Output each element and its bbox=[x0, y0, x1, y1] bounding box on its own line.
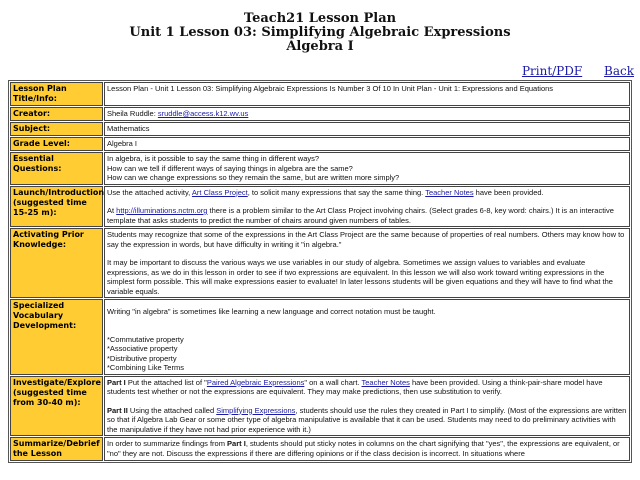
title-line-3: Algebra I bbox=[286, 39, 354, 54]
page-title bbox=[0, 0, 640, 54]
text: have been provided. Using a think-pair-share model have students test whether or not the expressions are equivalent. They may make predictions, then use substitution to verify. bbox=[107, 377, 603, 396]
text: " on a wall chart. bbox=[304, 377, 362, 387]
value-activating bbox=[104, 228, 630, 298]
creator-name: Sheila Ruddle: bbox=[107, 109, 158, 118]
text: At bbox=[107, 206, 117, 215]
text: , students should use the rules they created in Part I to simplify. (Most of the expressions are written so that if Algebra Lab Gear or some other type of algebra manipulative is available that it can be used. Students may need to do preliminary activities with the manipulative if they have not had prior experience with it.) bbox=[107, 405, 627, 434]
investigate-part-2 bbox=[107, 406, 627, 435]
simplifying-expressions-link[interactable]: Simplifying Expressions bbox=[216, 405, 296, 415]
label-subject: Subject: bbox=[10, 122, 103, 136]
launch-paragraph-1 bbox=[107, 188, 627, 198]
lesson-plan-table bbox=[8, 80, 632, 463]
title-line-1: Teach21 Lesson Plan bbox=[243, 11, 397, 26]
row-creator bbox=[10, 107, 630, 121]
row-investigate bbox=[10, 376, 630, 437]
label-vocab: Specialized Vocabulary Development: bbox=[10, 299, 103, 375]
value-grade: Algebra I bbox=[104, 137, 630, 151]
value-creator bbox=[104, 107, 630, 121]
vocab-intro: Writing "in algebra" is sometimes like learning a new language and correct notation must be taught. bbox=[107, 307, 436, 316]
text: , to solicit many expressions that say the same thing. bbox=[247, 187, 426, 197]
art-class-project-link[interactable]: Art Class Project bbox=[191, 187, 248, 197]
print-pdf-link[interactable]: Print/PDF bbox=[521, 64, 583, 78]
label-summarize: Summarize/Debrief the Lesson bbox=[10, 437, 103, 461]
label-launch: Launch/Introduction (suggested time 15-25 m): bbox=[10, 186, 103, 228]
text: Use the attached activity, bbox=[107, 187, 192, 197]
illuminations-link[interactable]: http://illuminations.nctm.org bbox=[116, 206, 208, 215]
vocab-item: *Associative property bbox=[107, 344, 178, 353]
value-subject: Mathematics bbox=[104, 122, 630, 136]
vocab-item: *Distributive property bbox=[107, 353, 177, 363]
label-essential: Essential Questions: bbox=[10, 152, 103, 185]
vocab-item: *Commutative property bbox=[107, 334, 184, 344]
back-link[interactable]: Back bbox=[604, 64, 634, 78]
text: have been provided. bbox=[473, 187, 544, 197]
label-title-info: Lesson Plan Title/Info: bbox=[10, 82, 103, 106]
activating-paragraph-1: Students may recognize that some of the expressions in the Art Class Project are the same because of properties of real numbers. Others may know how to say the expression in words, but have difficulty in writing it "in algebra." bbox=[107, 230, 625, 249]
row-vocab bbox=[10, 299, 630, 375]
row-subject bbox=[10, 122, 630, 136]
top-links bbox=[504, 64, 634, 78]
row-title-info bbox=[10, 82, 630, 106]
vocab-item: *Combining Like Terms bbox=[107, 363, 184, 372]
row-grade bbox=[10, 137, 630, 151]
label-investigate: Investigate/Explore (suggested time from 30-40 m): bbox=[10, 376, 103, 437]
value-investigate bbox=[104, 376, 630, 437]
label-grade: Grade Level: bbox=[10, 137, 103, 151]
label-creator: Creator: bbox=[10, 107, 103, 121]
part-heading: Part II bbox=[107, 405, 128, 415]
investigate-part-1 bbox=[107, 378, 627, 397]
row-essential bbox=[10, 152, 630, 185]
launch-paragraph-2 bbox=[107, 206, 627, 225]
teacher-notes-link[interactable]: Teacher Notes bbox=[425, 187, 474, 197]
part-heading: Part I bbox=[107, 377, 126, 387]
paired-expressions-link[interactable]: Paired Algebraic Expressions bbox=[206, 377, 305, 387]
essential-question: How can we tell if different ways of saying things in algebra are the same? bbox=[107, 163, 353, 173]
value-vocab bbox=[104, 299, 630, 375]
label-activating: Activating Prior Knowledge: bbox=[10, 228, 103, 298]
value-summarize bbox=[104, 437, 630, 461]
value-title-info: Lesson Plan - Unit 1 Lesson 03: Simplifying Algebraic Expressions Is Number 3 Of 10 In Unit Plan - Unit 1: Expressions and Equations bbox=[104, 82, 630, 106]
creator-email-link[interactable]: sruddle@access.k12.wv.us bbox=[157, 109, 249, 118]
text: there is a problem similar to the Art Class Project involving chairs. (Select grades 6-8, key word: chairs.) It is an interactive template that asks students to predict the number of chairs around given numbers of tables. bbox=[107, 206, 614, 225]
title-line-2: Unit 1 Lesson 03: Simplifying Algebraic Expressions bbox=[129, 25, 511, 40]
part-heading: Part I bbox=[227, 439, 246, 448]
row-activating bbox=[10, 228, 630, 298]
activating-paragraph-2: It may be important to discuss the various ways we use variables in our study of algebra. Sometimes we assign values to variables and evaluate expressions, as we do in this lesson in order to see if two expressions are equivalent. In this lesson we will also work toward writing expressions in the simplest form possible. This will make expressions easier to evaluate! In later lessons students will be given equations and they will have to find what the variable equals. bbox=[107, 258, 613, 296]
text: , students should put sticky notes in columns on the chart signifying that "yes", the expressions are equivalent, or "no" they are not. Discuss the expressions if there are differing opinions or if the class decision is incorrect. In situations where bbox=[107, 439, 620, 458]
value-essential bbox=[104, 152, 630, 185]
value-launch bbox=[104, 186, 630, 228]
text: Using the attached called bbox=[127, 405, 217, 415]
text: In order to summarize findings from bbox=[107, 439, 228, 448]
text: Put the attached list of " bbox=[125, 377, 207, 387]
teacher-notes-link[interactable]: Teacher Notes bbox=[361, 377, 410, 387]
row-summarize bbox=[10, 437, 630, 461]
essential-question: How can we change expressions so they remain the same, but are written more simply? bbox=[107, 173, 400, 182]
row-launch bbox=[10, 186, 630, 228]
essential-question: In algebra, is it possible to say the same thing in different ways? bbox=[107, 154, 320, 163]
